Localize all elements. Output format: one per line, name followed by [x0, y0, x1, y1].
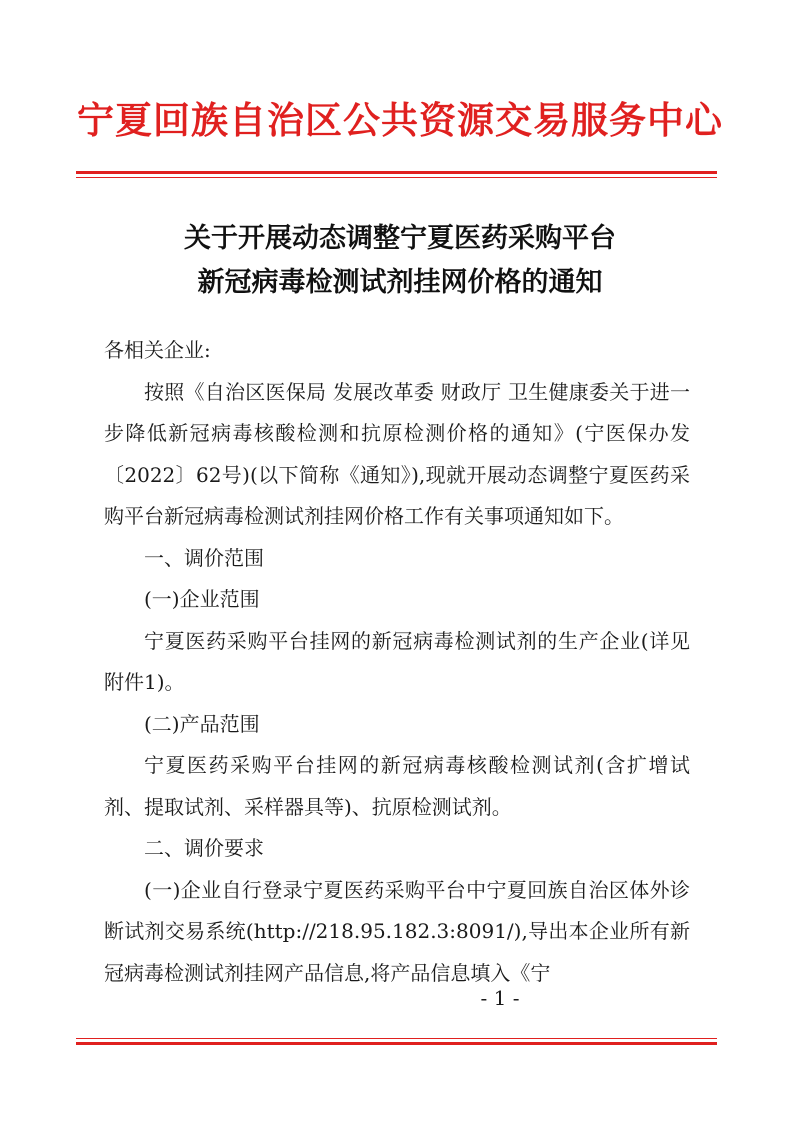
footer-red-rule-thick	[76, 1042, 717, 1045]
section-heading-2: 二、调价要求	[144, 836, 264, 860]
salutation: 各相关企业:	[104, 338, 211, 362]
page-number: - 1 -	[480, 986, 520, 1010]
intro-paragraph: 按照《自治区医保局 发展改革委 财政厅 卫生健康委关于进一步降低新冠病毒核酸检测和抗原检测价格的通知》(宁医保办发〔2022〕62号)(以下简称《通知》),现就开展动态调整宁夏医药采购平台新冠病毒检测试剂挂网价格工作有关事项通知如下。	[104, 379, 690, 528]
paragraph-requirement-1: (一)企业自行登录宁夏医药采购平台中宁夏回族自治区体外诊断试剂交易系统(http://218.95.182.3:8091/),导出本企业所有新冠病毒检测试剂挂网产品信息,将产品信息填入《宁	[104, 877, 690, 985]
document-title-line-2: 新冠病毒检测试剂挂网价格的通知	[197, 267, 603, 298]
header-red-rule-thin	[76, 177, 717, 178]
organization-header: 宁夏回族自治区公共资源交易服务中心	[77, 99, 723, 142]
paragraph-enterprise-scope: 宁夏医药采购平台挂网的新冠病毒检测试剂的生产企业(详见附件1)。	[104, 628, 690, 694]
footer-red-rule-thin	[76, 1038, 717, 1039]
document-body	[104, 330, 690, 994]
header-red-rule-thick	[76, 171, 717, 174]
document-title-line-1: 关于开展动态调整宁夏医药采购平台	[184, 223, 616, 254]
section-heading-1: 一、调价范围	[144, 545, 264, 570]
document-title	[0, 217, 800, 305]
subsection-heading-1-2: (二)产品范围	[144, 711, 260, 736]
paragraph-product-scope: 宁夏医药采购平台挂网的新冠病毒核酸检测试剂(含扩增试剂、提取试剂、采样器具等)、抗原检测试剂。	[104, 753, 690, 819]
subsection-heading-1-1: (一)企业范围	[144, 587, 260, 611]
